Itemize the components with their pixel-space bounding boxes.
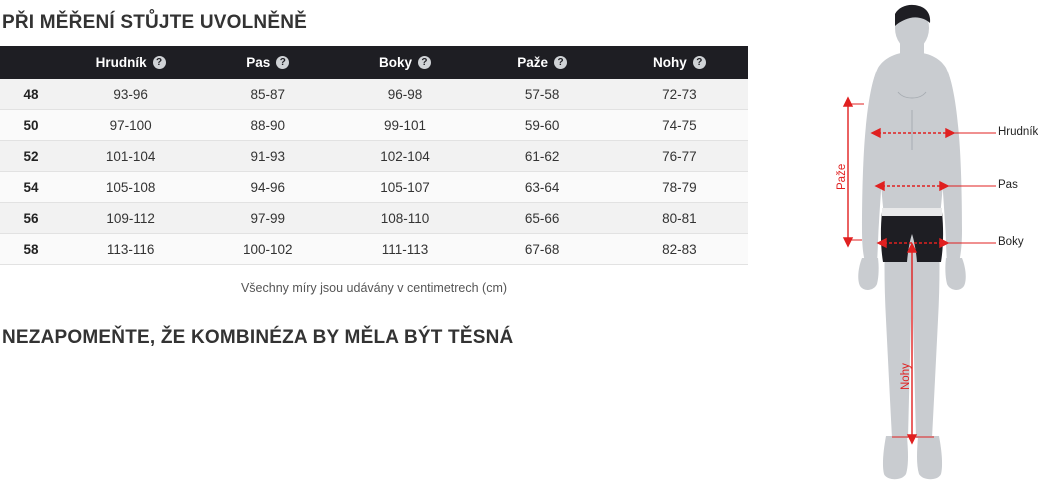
- cell-chest: 113-116: [62, 234, 199, 265]
- cell-size: 52: [0, 141, 62, 172]
- cell-size: 50: [0, 110, 62, 141]
- cell-arms: 57-58: [474, 79, 611, 110]
- table-row: [0, 141, 748, 172]
- column-header-hips-label: Boky: [378, 55, 412, 70]
- cell-arms: 61-62: [474, 141, 611, 172]
- column-header-waist: [199, 46, 336, 79]
- column-header-waist-label: Pas: [246, 55, 271, 70]
- cell-chest: 105-108: [62, 172, 199, 203]
- size-table-header: [0, 46, 748, 79]
- size-table: [0, 46, 748, 265]
- table-row: [0, 203, 748, 234]
- label-hips: Boky: [998, 236, 1024, 248]
- table-note: Všechny míry jsou udávány v centimetrech (cm): [240, 281, 508, 295]
- cell-chest: 101-104: [62, 141, 199, 172]
- label-chest: Hrudník: [998, 126, 1038, 138]
- cell-arms: 63-64: [474, 172, 611, 203]
- column-header-size: [0, 46, 62, 79]
- footer-note: NEZAPOMEŇTE, ŽE KOMBINÉZA BY MĚLA BÝT TĚSNÁ: [2, 327, 514, 348]
- table-row: [0, 234, 748, 265]
- column-header-arms: [474, 46, 611, 79]
- cell-size: 48: [0, 79, 62, 110]
- cell-arms: 67-68: [474, 234, 611, 265]
- table-row: [0, 172, 748, 203]
- question-mark-icon[interactable]: ?: [418, 56, 431, 69]
- cell-waist: 85-87: [199, 79, 336, 110]
- cell-waist: 100-102: [199, 234, 336, 265]
- waistband-icon: [882, 208, 942, 216]
- question-mark-icon[interactable]: ?: [276, 56, 289, 69]
- cell-waist: 97-99: [199, 203, 336, 234]
- question-mark-icon[interactable]: ?: [554, 56, 567, 69]
- question-mark-icon[interactable]: ?: [153, 56, 166, 69]
- cell-size: 56: [0, 203, 62, 234]
- cell-size: 54: [0, 172, 62, 203]
- cell-legs: 72-73: [611, 79, 748, 110]
- cell-legs: 74-75: [611, 110, 748, 141]
- table-header-row: [0, 46, 748, 79]
- label-legs: Nohy: [900, 363, 912, 390]
- cell-hips: 102-104: [336, 141, 473, 172]
- body-diagram-svg: [800, 0, 1024, 490]
- column-header-legs-label: Nohy: [653, 55, 687, 70]
- column-header-hips: [336, 46, 473, 79]
- cell-hips: 111-113: [336, 234, 473, 265]
- size-table-body: [0, 79, 748, 265]
- cell-legs: 82-83: [611, 234, 748, 265]
- cell-waist: 91-93: [199, 141, 336, 172]
- cell-chest: 97-100: [62, 110, 199, 141]
- table-row: [0, 110, 748, 141]
- column-header-arms-label: Paže: [517, 55, 549, 70]
- cell-arms: 59-60: [474, 110, 611, 141]
- cell-legs: 78-79: [611, 172, 748, 203]
- cell-arms: 65-66: [474, 203, 611, 234]
- cell-legs: 80-81: [611, 203, 748, 234]
- page-title: PŘI MĚŘENÍ STŮJTE UVOLNĚNĚ: [2, 12, 308, 33]
- column-header-legs: [611, 46, 748, 79]
- label-waist: Pas: [998, 179, 1018, 191]
- cell-waist: 88-90: [199, 110, 336, 141]
- cell-size: 58: [0, 234, 62, 265]
- cell-hips: 108-110: [336, 203, 473, 234]
- cell-legs: 76-77: [611, 141, 748, 172]
- cell-chest: 93-96: [62, 79, 199, 110]
- cell-hips: 105-107: [336, 172, 473, 203]
- question-mark-icon[interactable]: ?: [693, 56, 706, 69]
- table-row: [0, 79, 748, 110]
- cell-waist: 94-96: [199, 172, 336, 203]
- column-header-chest: [62, 46, 199, 79]
- column-header-chest-label: Hrudník: [95, 55, 147, 70]
- cell-hips: 99-101: [336, 110, 473, 141]
- cell-hips: 96-98: [336, 79, 473, 110]
- cell-chest: 109-112: [62, 203, 199, 234]
- measurement-figure: [800, 0, 1038, 490]
- label-arms: Paže: [836, 163, 848, 190]
